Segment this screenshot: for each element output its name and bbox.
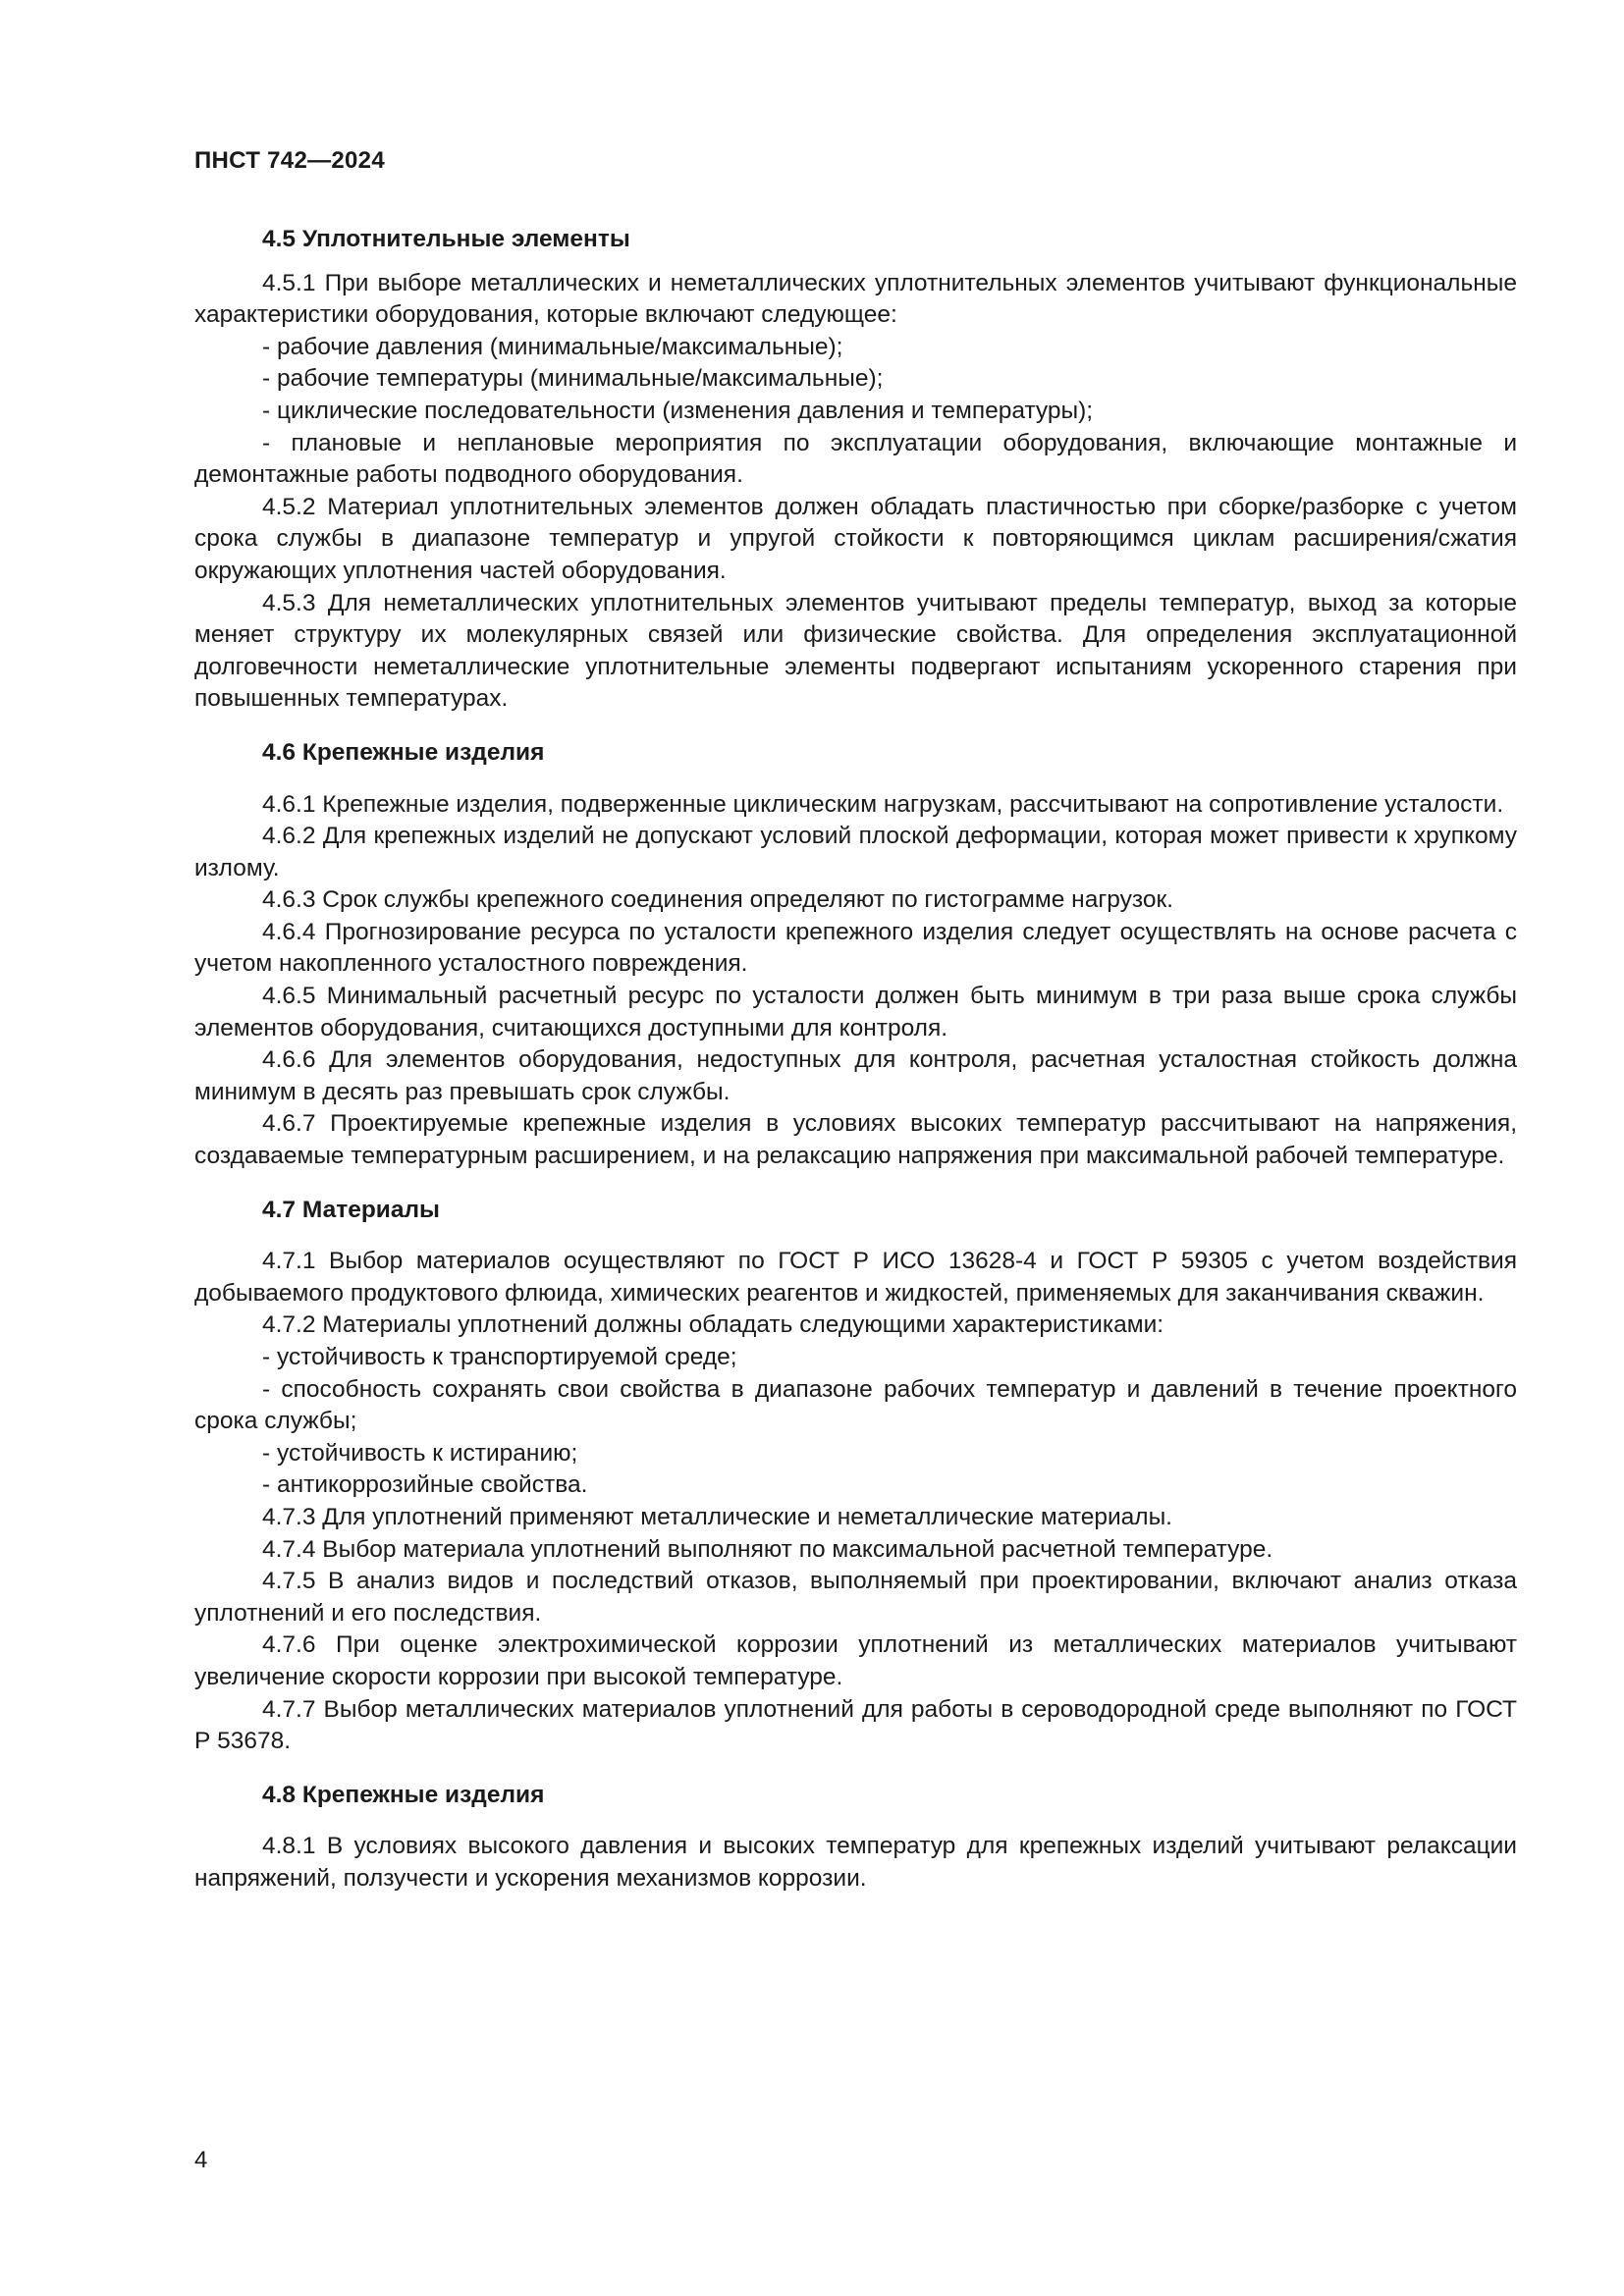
paragraph-4-7-3: 4.7.3 Для уплотнений применяют металлические и неметаллические материалы. [262, 1503, 1172, 1530]
paragraph-4-7-4: 4.7.4 Выбор материала уплотнений выполняют по максимальной расчетной температуре. [262, 1535, 1273, 1563]
paragraph-4-6-4: 4.6.4 Прогнозирование ресурса по усталости крепежного изделия следует осуществлять на основе расчета с учетом накопленного усталостного повреждения. [194, 918, 1517, 978]
list-item: - плановые и неплановые мероприятия по эксплуатации оборудования, включающие монтажные и демонтажные работы подводного оборудования. [194, 429, 1517, 489]
list-item: - устойчивость к транспортируемой среде; [262, 1344, 737, 1370]
paragraph-4-5-1: 4.5.1 При выборе металлических и неметаллических уплотнительных элементов учитывают функциональные характеристики оборудования, которые включают следующее: [194, 269, 1517, 329]
paragraph-4-6-5: 4.6.5 Минимальный расчетный ресурс по усталости должен быть минимум в три раза выше срока службы элементов оборудования, считающихся доступными для контроля. [194, 983, 1517, 1041]
paragraph-4-5-2: 4.5.2 Материал уплотнительных элементов должен обладать пластичностью при сборке/разборке с учетом срока службы в диапазоне температур и упругой стойкости к повторяющимся циклам расширения/сжатия окружающих уплотнения частей оборудования. [194, 493, 1517, 584]
paragraph-4-7-5: 4.7.5 В анализ видов и последствий отказов, выполняемый при проектировании, включают анализ отказа уплотнений и его последствия. [194, 1568, 1517, 1627]
list-item: - рабочие давления (минимальные/максимальные); [262, 333, 843, 360]
section-title-4-5: 4.5 Уплотнительные элементы [262, 226, 630, 252]
paragraph-4-8-1: 4.8.1 В условиях высокого давления и высоких температур для крепежных изделий учитывают релаксации напряжений, ползучести и ускорения механизмов коррозии. [194, 1833, 1517, 1892]
document-code-header: ПНСТ 742—2024 [194, 147, 385, 174]
paragraph-4-7-6: 4.7.6 При оценке электрохимической коррозии уплотнений из металлических материалов учитывают увеличение скорости коррозии при высокой температуре. [194, 1631, 1517, 1690]
paragraph-4-7-1: 4.7.1 Выбор материалов осуществляют по ГОСТ Р ИСО 13628-4 и ГОСТ Р 59305 с учетом воздействия добываемого продуктового флюида, химических реагентов и жидкостей, применяемых для заканчивания скважин. [194, 1248, 1517, 1307]
document-body [194, 224, 1517, 1896]
list-item: - антикоррозийные свойства. [262, 1471, 588, 1499]
section-title-4-8: 4.8 Крепежные изделия [262, 1781, 545, 1808]
paragraph-4-6-7: 4.6.7 Проектируемые крепежные изделия в условиях высоких температур рассчитывают на напряжения, создаваемые температурным расширением, и на релаксацию напряжения при максимальной рабочей температуре. [194, 1110, 1517, 1170]
paragraph-4-6-1: 4.6.1 Крепежные изделия, подверженные циклическим нагрузкам, рассчитывают на сопротивление усталости. [262, 790, 1504, 818]
paragraph-4-7-7: 4.7.7 Выбор металлических материалов уплотнений для работы в сероводородной среде выполняют по ГОСТ Р 53678. [194, 1695, 1517, 1755]
paragraph-4-6-6: 4.6.6 Для элементов оборудования, недоступных для контроля, расчетная усталостная стойкость должна минимум в десять раз превышать срок службы. [194, 1046, 1517, 1105]
paragraph-4-7-2: 4.7.2 Материалы уплотнений должны обладать следующими характеристиками: [262, 1311, 1164, 1339]
page-number: 4 [194, 2147, 208, 2173]
paragraph-4-5-3: 4.5.3 Для неметаллических уплотнительных элементов учитывают пределы температур, выход за которые меняет структуру их молекулярных связей или физические свойства. Для определения эксплуатационной долговечности неметаллические уплотнительные элементы подвергают испытаниям ускоренного старения при повышенных температурах. [194, 589, 1517, 713]
list-item: - циклические последовательности (изменения давления и температуры); [262, 397, 1094, 424]
list-item: - рабочие температуры (минимальные/максимальные); [262, 365, 884, 393]
section-title-4-6: 4.6 Крепежные изделия [262, 738, 545, 766]
paragraph-4-6-2: 4.6.2 Для крепежных изделий не допускают условий плоской деформации, которая может привести к хрупкому излому. [194, 823, 1517, 881]
paragraph-4-6-3: 4.6.3 Срок службы крепежного соединения определяют по гистограмме нагрузок. [262, 886, 1173, 914]
section-title-4-7: 4.7 Материалы [262, 1196, 440, 1223]
list-item: - способность сохранять свои свойства в диапазоне рабочих температур и давлений в течение проектного срока службы; [194, 1375, 1517, 1435]
list-item: - устойчивость к истиранию; [262, 1439, 578, 1467]
